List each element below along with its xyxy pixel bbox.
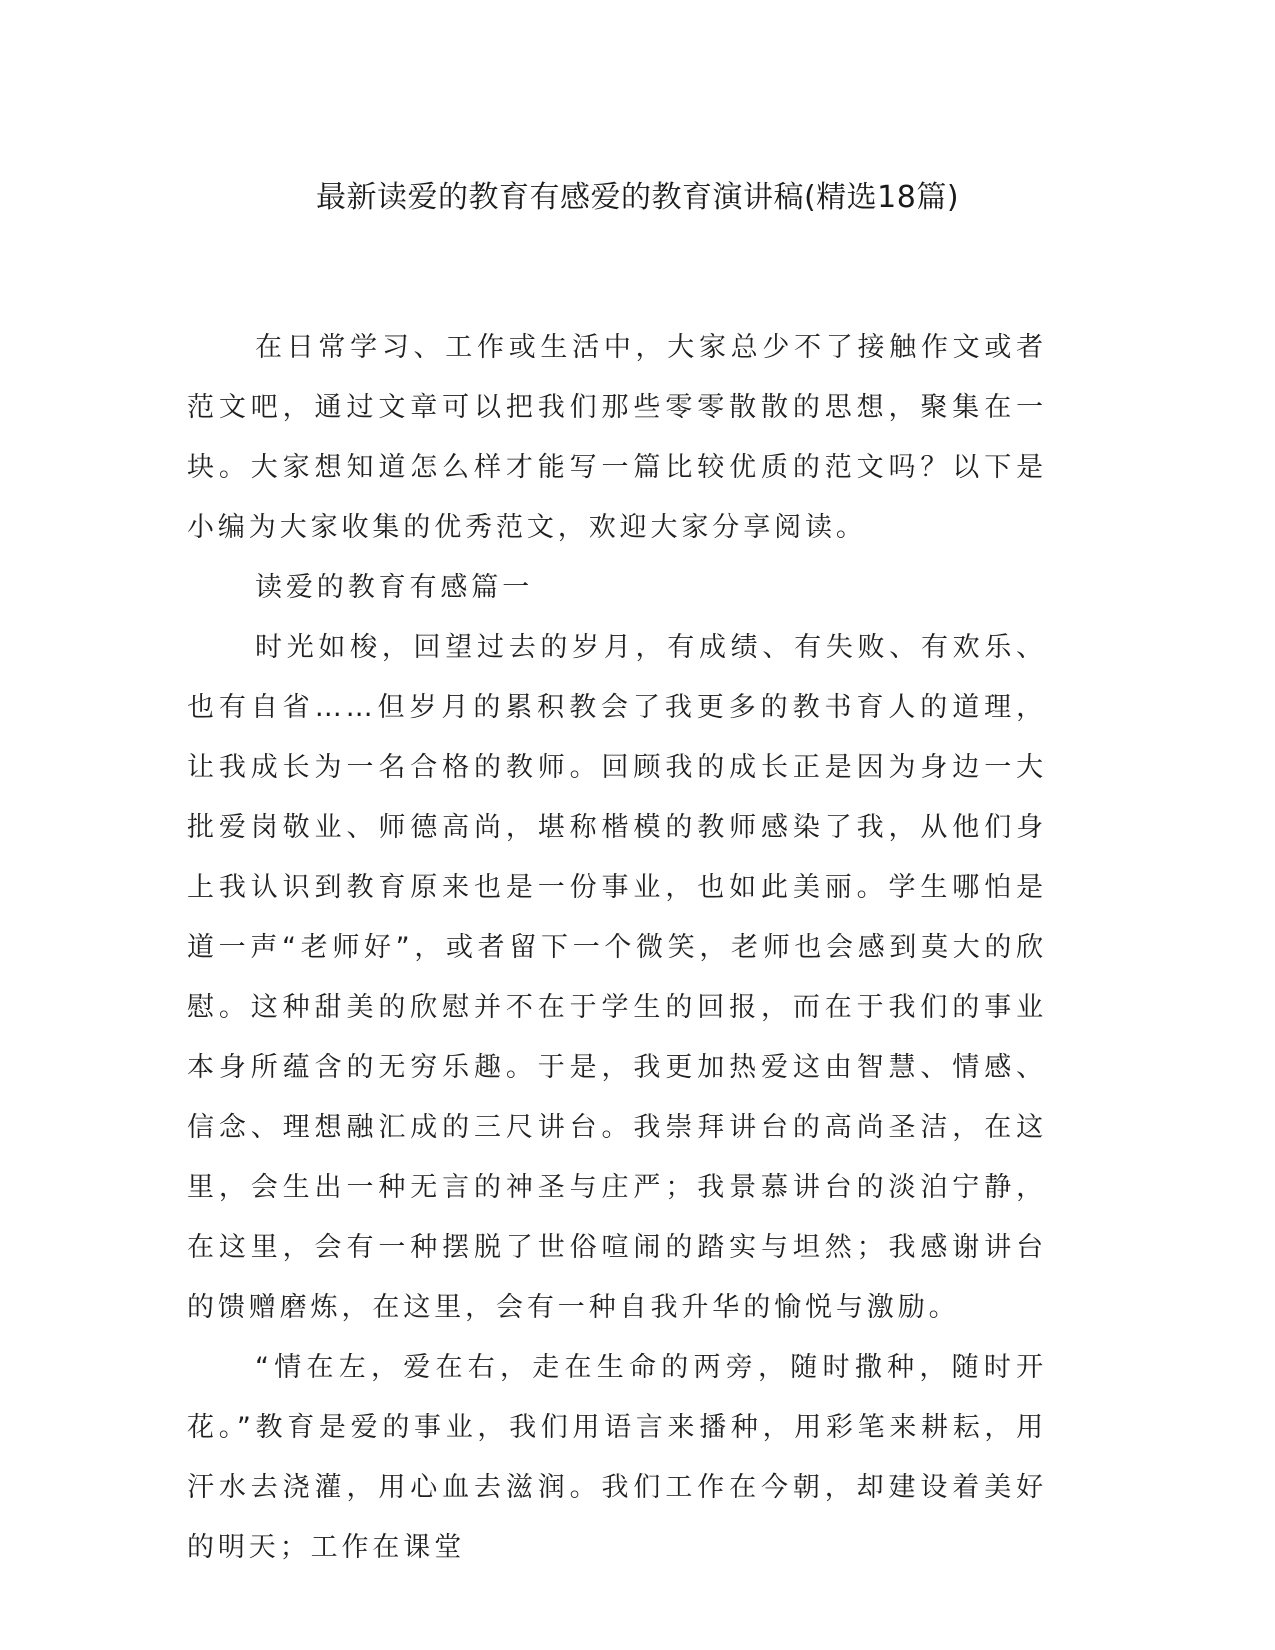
intro-paragraph: 在日常学习、工作或生活中，大家总少不了接触作文或者范文吧，通过文章可以把我们那些零零散散的思想，聚集在一块。大家想知道怎么样才能写一篇比较优质的范文吗？以下是小编为大家收集的优秀范文，欢迎大家分享阅读。: [187, 332, 1047, 543]
document-title: 最新读爱的教育有感爱的教育演讲稿(精选18篇): [315, 180, 960, 215]
section-heading: 读爱的教育有感篇一: [255, 572, 534, 603]
body-paragraph: “情在左，爱在右，走在生命的两旁，随时撒种，随时开花。”教育是爱的事业，我们用语言来播种，用彩笔来耕耘，用汗水去浇灌，用心血去滋润。我们工作在今朝，却建设着美好的明天；工作在课堂: [187, 1352, 1047, 1563]
document-body: [187, 318, 1047, 1578]
body-paragraph: 时光如梭，回望过去的岁月，有成绩、有失败、有欢乐、也有自省……但岁月的累积教会了我更多的教书育人的道理，让我成长为一名合格的教师。回顾我的成长正是因为身边一大批爱岗敬业、师德高尚，堪称楷模的教师感染了我，从他们身上我认识到教育原来也是一份事业，也如此美丽。学生哪怕是道一声“老师好”，或者留下一个微笑，老师也会感到莫大的欣慰。这种甜美的欣慰并不在于学生的回报，而在于我们的事业本身所蕴含的无穷乐趣。于是，我更加热爱这由智慧、情感、信念、理想融汇成的三尺讲台。我崇拜讲台的高尚圣洁，在这里，会生出一种无言的神圣与庄严；我景慕讲台的淡泊宁静，在这里，会有一种摆脱了世俗喧闹的踏实与坦然；我感谢讲台的馈赠磨炼，在这里，会有一种自我升华的愉悦与激励。: [187, 632, 1047, 1323]
